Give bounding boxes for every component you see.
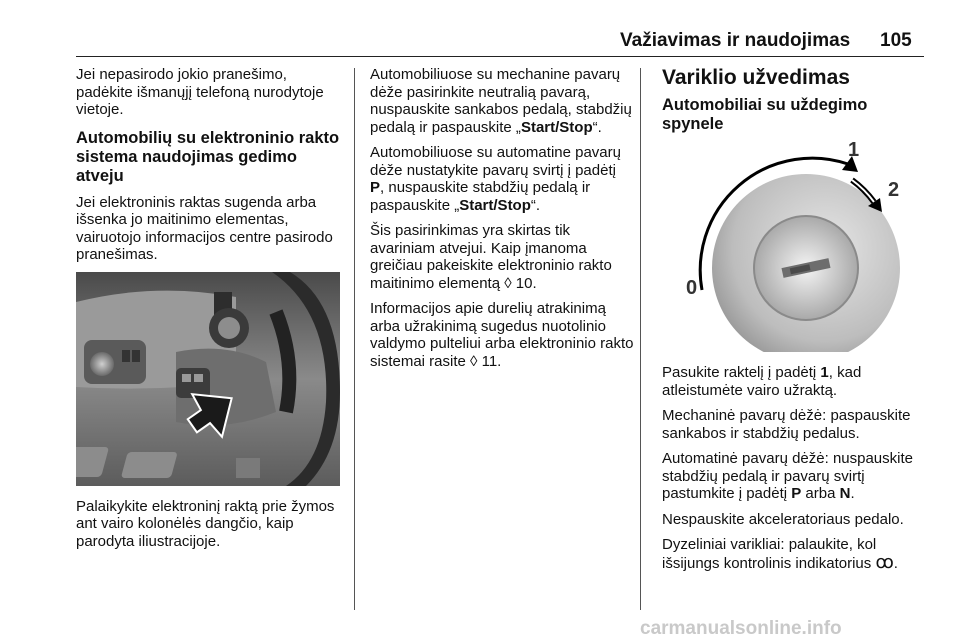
column-divider-1 [354,68,355,610]
col1-paragraph-1: Jei nepasirodo jokio pranešimo, padėkite išmanųjį telefoną nurodytoje vietoje. [76,66,324,118]
col2-paragraph-3: Šis pasirinkimas yra skirtas tik avariniam atvejui. Kaip įmanoma greičiau pakeiskite elektroninio rakto maitinimo elementą ◊ 10. [370,222,612,292]
section-title: Variklio užvedimas [662,66,850,89]
section-subtitle: Automobiliai su uždegimo spynele [662,96,868,133]
start-stop-label: Start/Stop [520,118,593,136]
start-stop-label-2: Start/Stop [459,196,531,214]
position-label-2: 2 [888,179,900,201]
col2-paragraph-2: Automobiliuose su automatine pavarų dėže nustatykite pavarų svirtį į padėtį P, nuspauskite stabdžių pedalą ir paspauskite „Start/Stop“. [370,144,621,214]
position-label-0: 0 [686,277,698,299]
position-label-1: 1 [848,140,860,161]
ignition-lock-diagram [662,140,924,352]
col3-paragraph-1: Pasukite raktelį į padėtį 1, kad atleistumėte vairo užraktą. [662,364,862,399]
watermark: carmanualsonline.info [640,618,842,639]
figure-caption: Palaikykite elektroninį raktą prie žymos ant vairo kolonėlės dangčio, kaip parodyta iliustracijoje. [76,497,335,550]
col3-paragraph-3: Automatinė pavarų dėžė: nuspauskite stabdžių pedalą ir pavarų svirtį pastumkite į padėtį P arba N. [662,450,913,502]
col3-paragraph-4: Nespauskite akceleratoriaus pedalo. [662,510,904,528]
column-divider-2 [640,68,641,610]
running-header-title: Važiavimas ir naudojimas [620,30,851,51]
col3-paragraph-2: Mechaninė pavarų dėžė: paspauskite sankabos ir stabdžių pedalus. [662,407,911,442]
col1-heading: Automobilių su elektroninio rakto sistema naudojimas gedimo atveju [76,128,340,185]
header-rule [76,56,924,57]
column-3 [662,66,932,580]
col1-paragraph-2: Jei elektroninis raktas sugenda arba išsenka jo maitinimo elementas, vairuotojo informacijos centre pasirodo pranešimas. [76,193,333,263]
col3-paragraph-5: Dyzeliniai varikliai: palaukite, kol išsijungs kontrolinis indikatorius ꝏ. [662,536,898,572]
steering-column-illustration [76,272,340,486]
glow-plug-icon: ꝏ [875,551,894,572]
page-number: 105 [880,30,912,51]
col2-paragraph-1: Automobiliuose su mechanine pavarų dėže pasirinkite neutralią pavarą, nuspauskite sankabos pedalą, stabdžių pedalą ir paspauskite „Start/Stop“. [370,66,632,136]
col2-paragraph-4: Informacijos apie durelių atrakinimą arba užrakinimą sugedus nuotolinio valdymo pulteliui arba elektroninio rakto sistemai rasite ◊ 11. [370,300,634,370]
column-1 [76,66,342,558]
column-2 [370,66,634,378]
